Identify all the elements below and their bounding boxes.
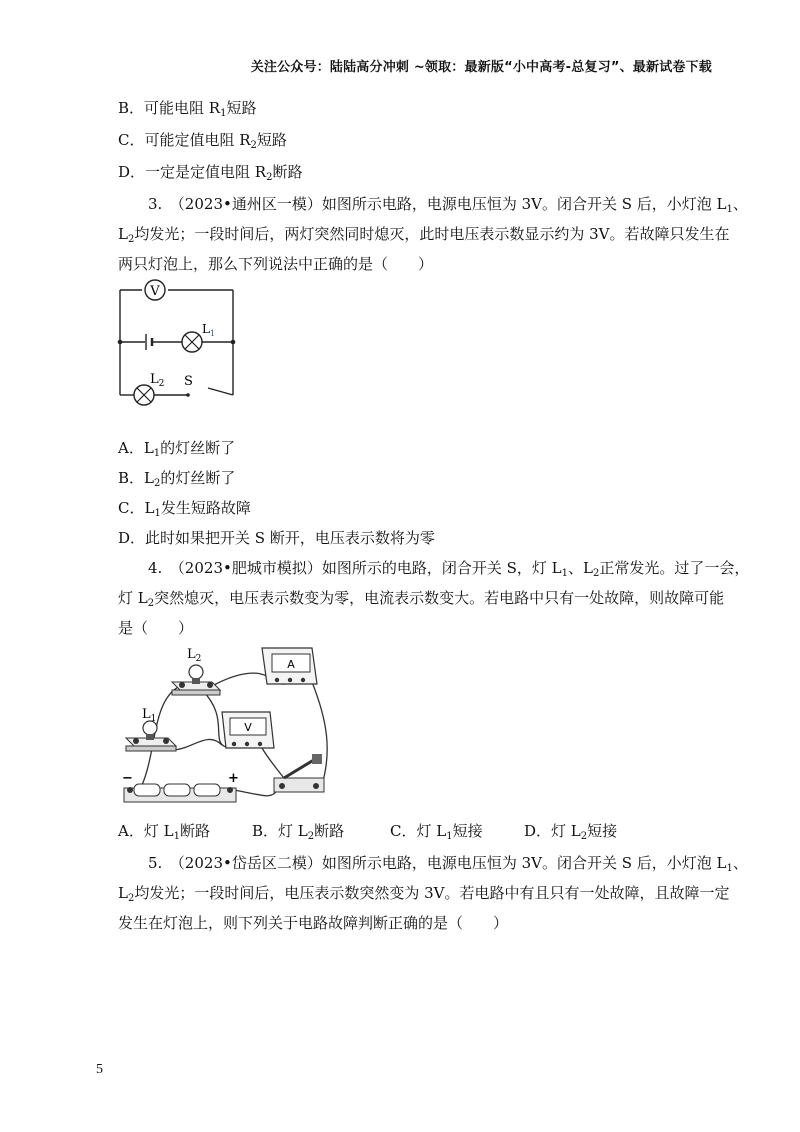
option-b-prev: B．可能电阻 $R_1$短路: [118, 99, 257, 119]
q3-option-c[interactable]: C．$L_1$发生短路故障: [118, 499, 251, 519]
battery-symbol: [146, 334, 152, 350]
q4-option-a[interactable]: A．灯 $L_1$断路: [118, 822, 210, 842]
lamp-l1-board: [126, 707, 176, 751]
q4-circuit-photo-diagram: [112, 640, 348, 810]
svg-text:L1: $L_1$: [142, 707, 157, 724]
q4-option-b[interactable]: B．灯 $L_2$断路: [252, 822, 345, 842]
q4-stem-line2: 灯 $L_2$突然熄灭，电压表示数变为零，电流表示数变大。若电路中只有一处故障，则故障可能: [118, 589, 725, 609]
q3-circuit-diagram: [112, 275, 242, 410]
q4-stem-line1: 4. （2023•肥城市模拟）如图所示的电路，闭合开关 S，灯 $L_1$、$L_2$正常发光。过了一会，: [148, 559, 750, 579]
q5-stem-line2: $L_2$均发光；一段时间后，电压表示数突然变为 3V。若电路中有且只有一处故障，且故障一定: [118, 884, 730, 904]
lamp-l2-board: [172, 647, 220, 695]
svg-text:S: S: [184, 374, 193, 389]
q3-option-d[interactable]: D．此时如果把开关 S 断开，电压表示数将为零: [118, 529, 435, 547]
q5-stem-line3: 发生在灯泡上，则下列关于电路故障判断正确的是（ ）: [118, 914, 509, 932]
q3-option-a[interactable]: A．$L_1$的灯丝断了: [118, 439, 236, 459]
svg-text:L2: $L_2$: [187, 647, 202, 664]
q3-stem-line2: $L_2$均发光；一段时间后，两灯突然同时熄灭，此时电压表示数显示约为 3V。若故障只发生在: [118, 225, 730, 245]
battery-pack: [122, 771, 239, 802]
q3-stem-line1: 3. （2023•通州区一模）如图所示电路，电源电压恒为 3V。闭合开关 S 后，小灯泡 $L_1$、: [148, 195, 748, 215]
q4-option-d[interactable]: D．灯 $L_2$短接: [524, 822, 618, 842]
lamp-l2-symbol: [134, 372, 164, 405]
voltmeter-symbol: [145, 280, 165, 300]
q5-stem-line1: 5. （2023•岱岳区二模）如图所示电路，电源电压恒为 3V。闭合开关 S 后，小灯泡 $L_1$、: [148, 854, 748, 874]
page-number: 5: [96, 1062, 103, 1077]
ammeter-device: [262, 648, 317, 684]
svg-text:V: V: [244, 721, 252, 734]
svg-text:V: V: [150, 284, 160, 299]
q3-stem-line3: 两只灯泡上，那么下列说法中正确的是（ ）: [118, 255, 434, 273]
q4-stem-line3: 是（ ）: [118, 619, 194, 637]
svg-text:−: −: [122, 771, 133, 786]
svg-text:L2: $L_2$: [150, 372, 165, 389]
knife-switch: [274, 754, 324, 792]
q4-option-c[interactable]: C．灯 $L_1$短接: [390, 822, 483, 842]
option-d-prev: D．一定是定值电阻 $R_2$断路: [118, 163, 303, 183]
svg-text:A: A: [287, 658, 295, 671]
page-header: 关注公众号：陆陆高分冲刺 ~领取：最新版“小中高考-总复习”、最新试卷下载: [250, 60, 712, 75]
voltmeter-device: [222, 712, 274, 748]
svg-text:L1: $L_1$: [202, 322, 216, 338]
lamp-l1-symbol: [182, 322, 215, 352]
option-c-prev: C．可能定值电阻 $R_2$短路: [118, 131, 287, 151]
svg-text:+: +: [228, 771, 239, 786]
switch-symbol: [184, 374, 193, 397]
q3-option-b[interactable]: B．$L_2$的灯丝断了: [118, 469, 236, 489]
